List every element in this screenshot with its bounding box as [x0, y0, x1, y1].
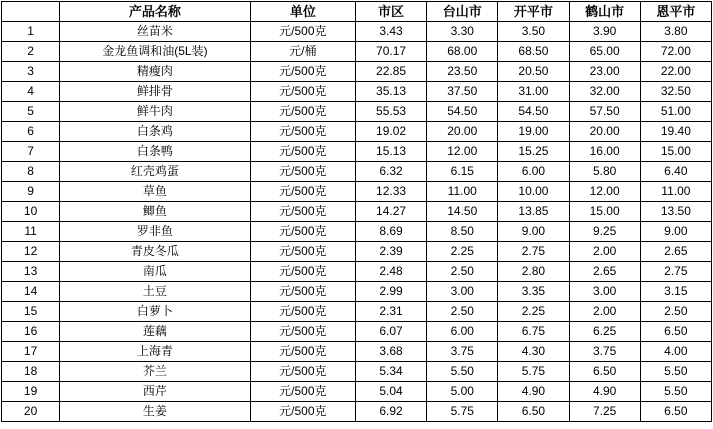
product-name: 莲藕 — [60, 322, 251, 342]
price-cell: 15.13 — [355, 142, 426, 162]
price-cell: 57.50 — [569, 102, 640, 122]
price-cell: 2.25 — [427, 242, 498, 262]
product-unit: 元/500克 — [250, 342, 355, 362]
product-unit: 元/500克 — [250, 382, 355, 402]
table-row — [2, 102, 712, 122]
price-cell: 4.30 — [498, 342, 569, 362]
table-row — [2, 62, 712, 82]
price-cell: 14.50 — [427, 202, 498, 222]
price-cell: 3.50 — [498, 22, 569, 42]
row-index: 17 — [2, 342, 60, 362]
price-cell: 5.50 — [427, 362, 498, 382]
price-cell: 3.80 — [640, 22, 711, 42]
price-cell: 51.00 — [640, 102, 711, 122]
product-name: 南瓜 — [60, 262, 251, 282]
price-cell: 5.50 — [640, 382, 711, 402]
product-name: 金龙鱼调和油(5L装) — [60, 42, 251, 62]
product-name: 鲫鱼 — [60, 202, 251, 222]
table-row — [2, 302, 712, 322]
price-cell: 31.00 — [498, 82, 569, 102]
price-cell: 6.25 — [569, 322, 640, 342]
product-unit: 元/500克 — [250, 302, 355, 322]
price-cell: 6.40 — [640, 162, 711, 182]
table-row — [2, 362, 712, 382]
row-index: 18 — [2, 362, 60, 382]
price-cell: 12.00 — [427, 142, 498, 162]
price-cell: 15.25 — [498, 142, 569, 162]
product-name: 红壳鸡蛋 — [60, 162, 251, 182]
product-unit: 元/500克 — [250, 282, 355, 302]
price-cell: 6.15 — [427, 162, 498, 182]
price-cell: 70.17 — [355, 42, 426, 62]
price-cell: 2.31 — [355, 302, 426, 322]
price-cell: 32.00 — [569, 82, 640, 102]
price-cell: 5.75 — [427, 402, 498, 422]
product-unit: 元/500克 — [250, 222, 355, 242]
row-index: 16 — [2, 322, 60, 342]
price-cell: 15.00 — [569, 202, 640, 222]
price-cell: 2.50 — [427, 302, 498, 322]
product-unit: 元/500克 — [250, 102, 355, 122]
price-cell: 4.90 — [498, 382, 569, 402]
table-row — [2, 122, 712, 142]
product-unit: 元/500克 — [250, 202, 355, 222]
product-unit: 元/500克 — [250, 22, 355, 42]
table-row — [2, 42, 712, 62]
price-cell: 6.50 — [569, 362, 640, 382]
price-cell: 2.48 — [355, 262, 426, 282]
column-header-heshan: 鹤山市 — [569, 2, 640, 22]
price-cell: 6.50 — [640, 402, 711, 422]
row-index: 14 — [2, 282, 60, 302]
price-cell: 16.00 — [569, 142, 640, 162]
price-cell: 5.00 — [427, 382, 498, 402]
price-cell: 5.34 — [355, 362, 426, 382]
price-cell: 6.00 — [498, 162, 569, 182]
product-name: 土豆 — [60, 282, 251, 302]
price-cell: 3.35 — [498, 282, 569, 302]
price-cell: 2.00 — [569, 242, 640, 262]
price-cell: 12.00 — [569, 182, 640, 202]
table-row — [2, 22, 712, 42]
product-name: 上海青 — [60, 342, 251, 362]
column-header-taishan: 台山市 — [427, 2, 498, 22]
price-cell: 3.00 — [569, 282, 640, 302]
product-name: 白萝卜 — [60, 302, 251, 322]
product-name: 白条鸡 — [60, 122, 251, 142]
price-cell: 3.00 — [427, 282, 498, 302]
price-cell: 10.00 — [498, 182, 569, 202]
price-cell: 22.85 — [355, 62, 426, 82]
price-cell: 2.75 — [498, 242, 569, 262]
price-cell: 32.50 — [640, 82, 711, 102]
price-cell: 4.00 — [640, 342, 711, 362]
table-header — [2, 2, 712, 22]
product-unit: 元/500克 — [250, 62, 355, 82]
price-cell: 3.75 — [569, 342, 640, 362]
product-unit: 元/500克 — [250, 322, 355, 342]
price-cell: 13.85 — [498, 202, 569, 222]
table-row — [2, 162, 712, 182]
price-cell: 22.00 — [640, 62, 711, 82]
product-unit: 元/500克 — [250, 122, 355, 142]
price-cell: 3.90 — [569, 22, 640, 42]
column-header-unit: 单位 — [250, 2, 355, 22]
table-row — [2, 222, 712, 242]
product-unit: 元/桶 — [250, 42, 355, 62]
column-header-enping: 恩平市 — [640, 2, 711, 22]
price-cell: 35.13 — [355, 82, 426, 102]
table-row — [2, 282, 712, 302]
table-row — [2, 182, 712, 202]
row-index: 15 — [2, 302, 60, 322]
table-row — [2, 382, 712, 402]
price-cell: 23.50 — [427, 62, 498, 82]
table-row — [2, 82, 712, 102]
product-unit: 元/500克 — [250, 142, 355, 162]
price-cell: 20.50 — [498, 62, 569, 82]
table-row — [2, 262, 712, 282]
row-index: 4 — [2, 82, 60, 102]
price-cell: 6.00 — [427, 322, 498, 342]
price-cell: 68.00 — [427, 42, 498, 62]
price-cell: 2.65 — [569, 262, 640, 282]
price-cell: 5.80 — [569, 162, 640, 182]
price-cell: 3.75 — [427, 342, 498, 362]
row-index: 11 — [2, 222, 60, 242]
product-name: 白条鸭 — [60, 142, 251, 162]
price-cell: 6.07 — [355, 322, 426, 342]
price-cell: 11.00 — [640, 182, 711, 202]
price-cell: 7.25 — [569, 402, 640, 422]
price-cell: 9.00 — [640, 222, 711, 242]
price-cell: 6.32 — [355, 162, 426, 182]
row-index: 8 — [2, 162, 60, 182]
price-cell: 65.00 — [569, 42, 640, 62]
price-cell: 19.40 — [640, 122, 711, 142]
product-unit: 元/500克 — [250, 242, 355, 262]
row-index: 13 — [2, 262, 60, 282]
price-cell: 8.50 — [427, 222, 498, 242]
table-row — [2, 342, 712, 362]
price-cell: 2.80 — [498, 262, 569, 282]
price-cell: 3.30 — [427, 22, 498, 42]
product-unit: 元/500克 — [250, 362, 355, 382]
price-cell: 15.00 — [640, 142, 711, 162]
price-cell: 3.43 — [355, 22, 426, 42]
price-cell: 2.50 — [427, 262, 498, 282]
column-header-kaiping: 开平市 — [498, 2, 569, 22]
product-unit: 元/500克 — [250, 262, 355, 282]
row-index: 3 — [2, 62, 60, 82]
price-cell: 55.53 — [355, 102, 426, 122]
product-unit: 元/500克 — [250, 82, 355, 102]
row-index: 5 — [2, 102, 60, 122]
price-cell: 14.27 — [355, 202, 426, 222]
product-name: 丝苗米 — [60, 22, 251, 42]
product-name: 青皮冬瓜 — [60, 242, 251, 262]
product-unit: 元/500克 — [250, 182, 355, 202]
product-name: 鲜排骨 — [60, 82, 251, 102]
column-header-shiqu: 市区 — [355, 2, 426, 22]
row-index: 20 — [2, 402, 60, 422]
price-cell: 3.15 — [640, 282, 711, 302]
row-index: 2 — [2, 42, 60, 62]
product-unit: 元/500克 — [250, 402, 355, 422]
table-row — [2, 242, 712, 262]
table-row — [2, 322, 712, 342]
price-cell: 5.04 — [355, 382, 426, 402]
table-header-row — [2, 2, 712, 22]
price-cell: 9.00 — [498, 222, 569, 242]
price-cell: 11.00 — [427, 182, 498, 202]
row-index: 7 — [2, 142, 60, 162]
price-cell: 2.00 — [569, 302, 640, 322]
price-cell: 54.50 — [498, 102, 569, 122]
price-cell: 20.00 — [427, 122, 498, 142]
price-cell: 6.50 — [498, 402, 569, 422]
product-name: 精瘦肉 — [60, 62, 251, 82]
price-cell: 6.92 — [355, 402, 426, 422]
table-row — [2, 402, 712, 422]
product-name: 生姜 — [60, 402, 251, 422]
product-unit: 元/500克 — [250, 162, 355, 182]
price-cell: 6.50 — [640, 322, 711, 342]
row-index: 9 — [2, 182, 60, 202]
product-name: 草鱼 — [60, 182, 251, 202]
product-name: 鲜牛肉 — [60, 102, 251, 122]
price-cell: 2.39 — [355, 242, 426, 262]
price-cell: 19.00 — [498, 122, 569, 142]
column-header-product: 产品名称 — [60, 2, 251, 22]
price-cell: 2.25 — [498, 302, 569, 322]
price-cell: 23.00 — [569, 62, 640, 82]
table-row — [2, 202, 712, 222]
price-cell: 54.50 — [427, 102, 498, 122]
row-index: 12 — [2, 242, 60, 262]
row-index: 19 — [2, 382, 60, 402]
row-index: 6 — [2, 122, 60, 142]
row-index: 1 — [2, 22, 60, 42]
row-index: 10 — [2, 202, 60, 222]
price-cell: 8.69 — [355, 222, 426, 242]
price-table — [1, 1, 712, 422]
price-cell: 2.99 — [355, 282, 426, 302]
product-name: 芥兰 — [60, 362, 251, 382]
column-header-index — [2, 2, 60, 22]
price-cell: 5.50 — [640, 362, 711, 382]
price-cell: 6.75 — [498, 322, 569, 342]
price-cell: 9.25 — [569, 222, 640, 242]
price-cell: 2.65 — [640, 242, 711, 262]
price-cell: 12.33 — [355, 182, 426, 202]
price-cell: 37.50 — [427, 82, 498, 102]
price-cell: 3.68 — [355, 342, 426, 362]
price-cell: 4.90 — [569, 382, 640, 402]
price-cell: 2.75 — [640, 262, 711, 282]
price-cell: 2.50 — [640, 302, 711, 322]
price-cell: 5.75 — [498, 362, 569, 382]
price-cell: 13.50 — [640, 202, 711, 222]
product-name: 罗非鱼 — [60, 222, 251, 242]
table-body — [2, 22, 712, 422]
table-row — [2, 142, 712, 162]
product-name: 西芹 — [60, 382, 251, 402]
price-cell: 68.50 — [498, 42, 569, 62]
price-cell: 19.02 — [355, 122, 426, 142]
price-cell: 20.00 — [569, 122, 640, 142]
price-cell: 72.00 — [640, 42, 711, 62]
